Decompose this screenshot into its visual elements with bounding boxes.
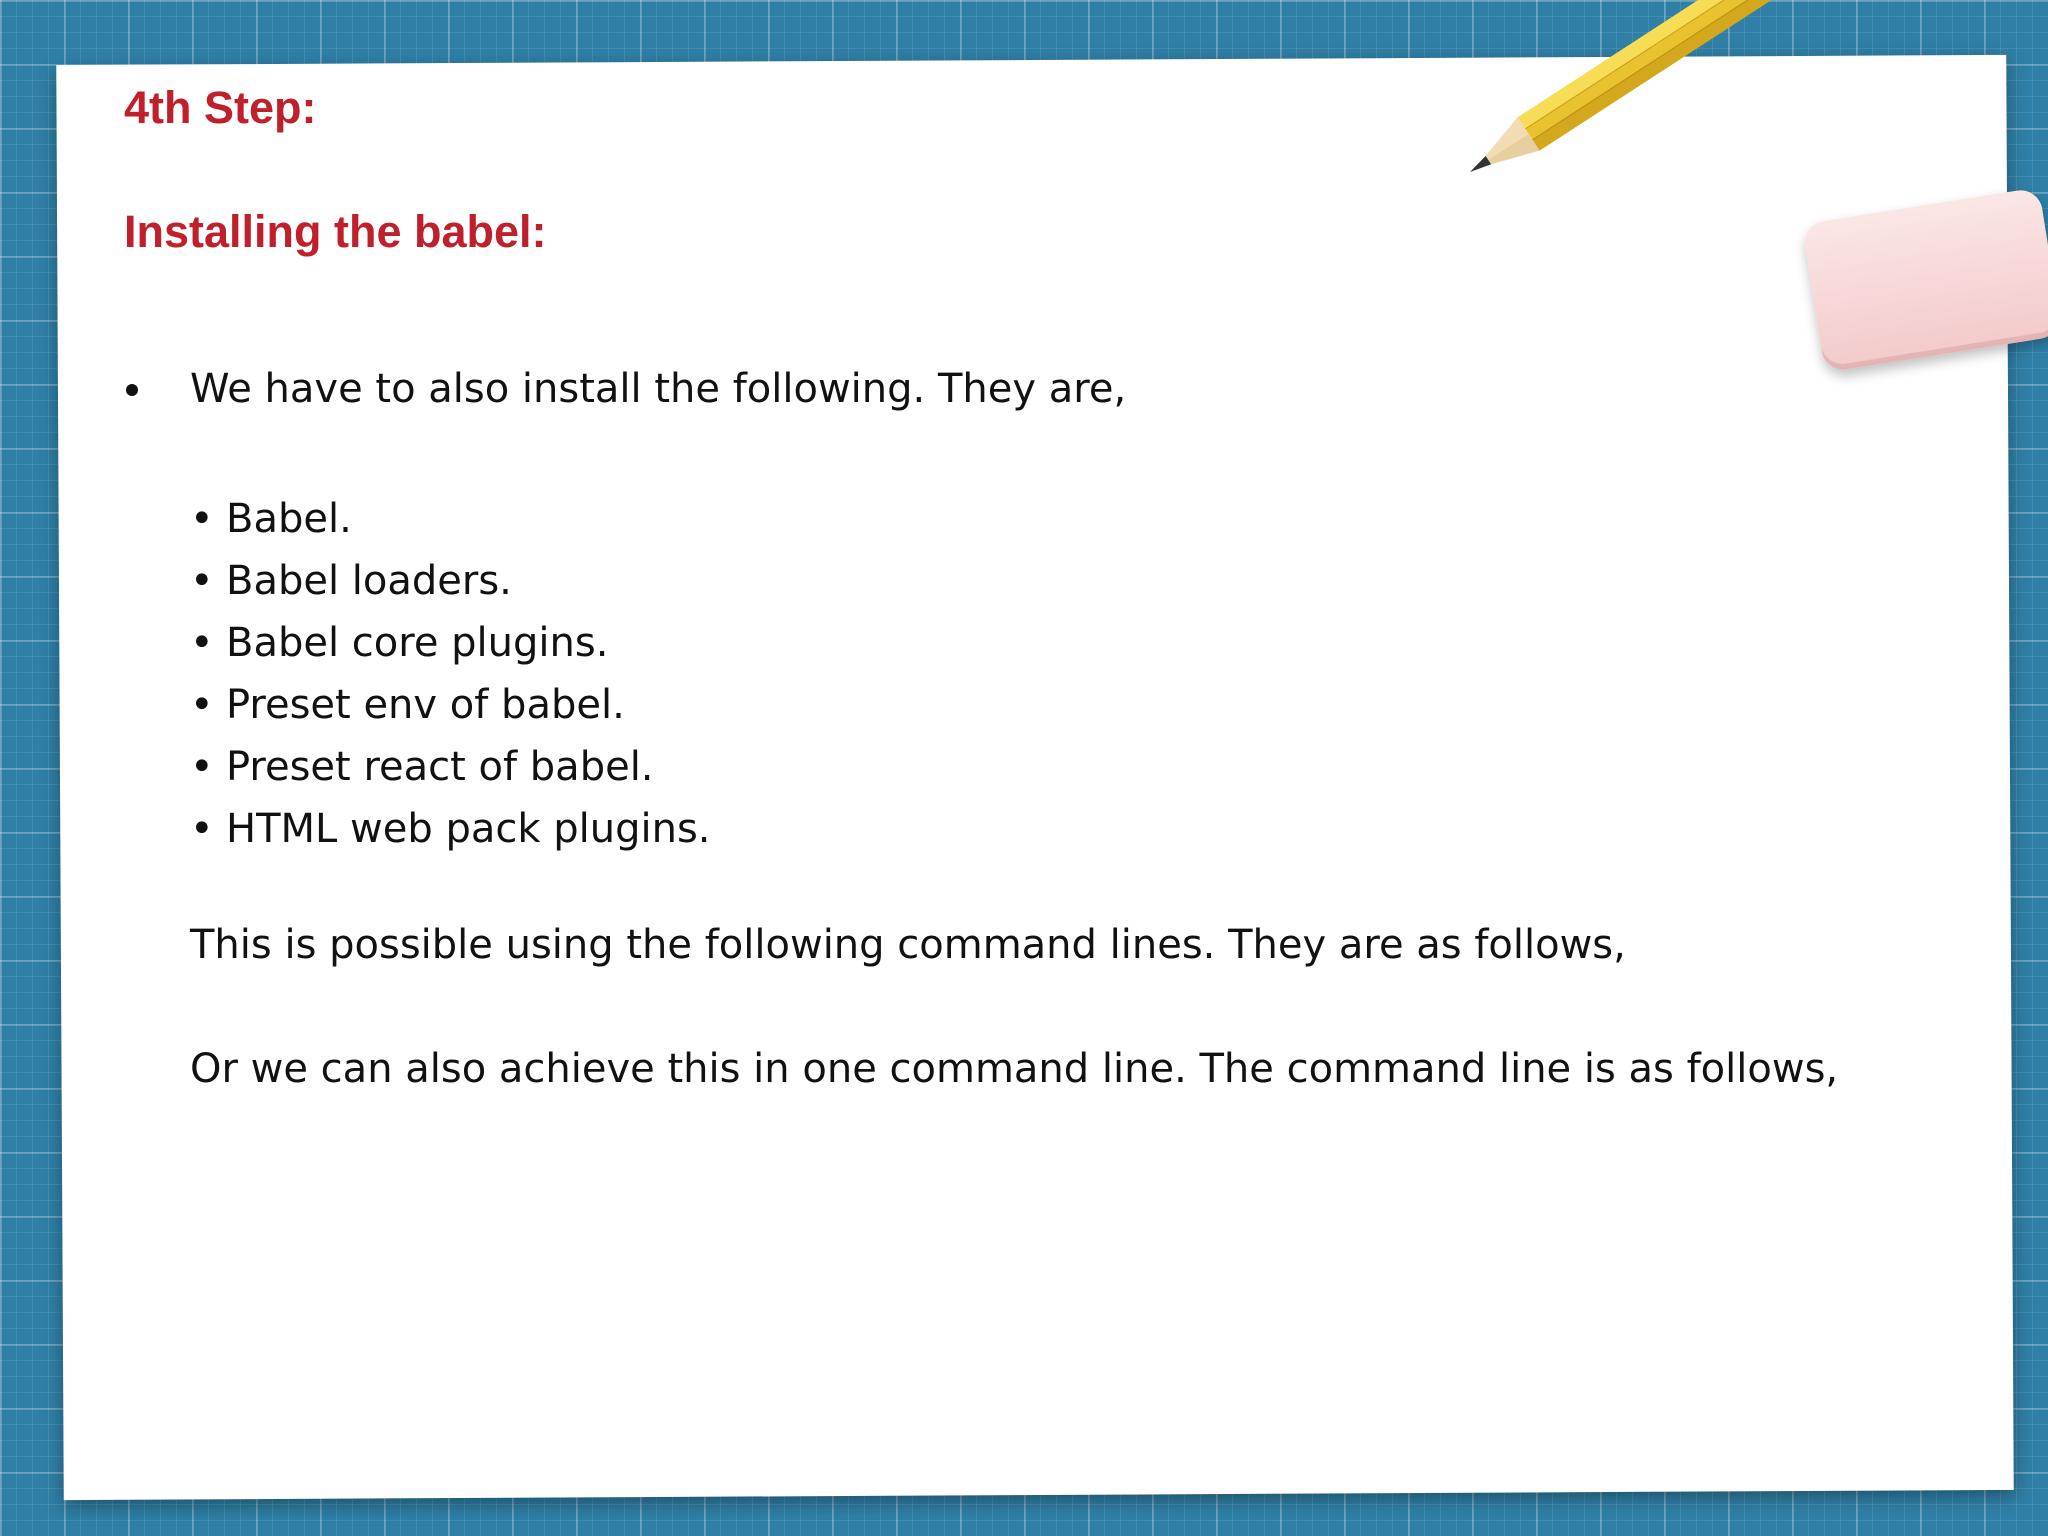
list-item xyxy=(190,674,711,736)
list-item-text: Preset env of babel. xyxy=(226,682,625,728)
list-item-text: Babel. xyxy=(226,496,352,542)
bullet-icon: • xyxy=(190,496,214,542)
list-item xyxy=(190,736,711,798)
list-item xyxy=(190,488,711,550)
bullet-icon: • xyxy=(190,682,214,728)
sub-bullet-list xyxy=(190,488,711,860)
bullet-icon: • xyxy=(190,806,214,852)
list-item-text: HTML web pack plugins. xyxy=(226,806,711,852)
list-item-text: Babel core plugins. xyxy=(226,620,609,666)
list-item xyxy=(190,550,711,612)
main-bullet-icon xyxy=(126,384,138,396)
bullet-icon: • xyxy=(190,558,214,604)
list-item-text: Preset react of babel. xyxy=(226,744,654,790)
section-title: Installing the babel: xyxy=(124,206,547,257)
list-item xyxy=(190,612,711,674)
bullet-icon: • xyxy=(190,620,214,666)
bullet-icon: • xyxy=(190,744,214,790)
list-item-text: Babel loaders. xyxy=(226,558,512,604)
paragraph-command-lines: This is possible using the following command lines. They are as follows, xyxy=(190,922,1626,968)
paragraph-one-command: Or we can also achieve this in one command line. The command line is as follows, xyxy=(190,1046,1839,1092)
main-bullet-text: We have to also install the following. They are, xyxy=(190,366,1127,412)
step-title: 4th Step: xyxy=(124,82,317,133)
list-item xyxy=(190,798,711,860)
